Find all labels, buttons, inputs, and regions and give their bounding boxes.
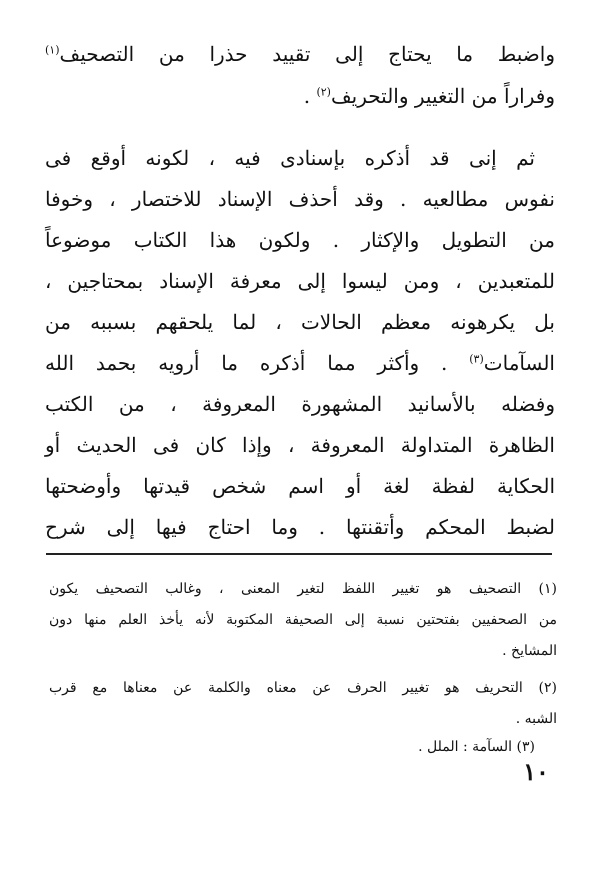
footnote-line: (٣) السآمة : الملل . (418, 739, 535, 755)
text-line (45, 76, 555, 116)
footnote-line: (٢) التحريف هو تغيير الحرف عن معناه والكلمة عن معناها مع قرب (49, 680, 557, 696)
text-line (45, 425, 555, 465)
line-text: وفراراً من التغيير والتحريف (330, 84, 555, 108)
line-text: للمتعبدين ، ومن ليسوا إلى معرفة الإسناد بمحتاجين ، (45, 269, 555, 293)
line-text: لضبط المحكم وأتقنتها . وما احتاج فيها إلى شرح (45, 515, 555, 539)
text-line (45, 302, 555, 342)
text-line (45, 466, 555, 506)
text-line (45, 507, 555, 547)
text-line (45, 261, 555, 301)
footnote-marker: (١) (45, 43, 60, 57)
footnote-line: المشايخ . (502, 643, 557, 659)
line-text: . (303, 84, 317, 108)
text-line (45, 384, 555, 424)
line-text: نفوس مطالعيه . وقد أحذف الإسناد للاختصار ، وخوفا (45, 187, 555, 211)
line-text: من التطويل والإكثار . ولكون هذا الكتاب موضوعاً (45, 228, 555, 252)
text-line (45, 138, 535, 178)
footnote-marker: (٢) (316, 85, 331, 99)
footnote-line: (١) التصحيف هو تغيير اللفظ لتغير المعنى ، وغالب التصحيف يكون (49, 581, 557, 597)
line-text: السآمات (483, 351, 555, 375)
line-text: بل يكرهونه معظم الحالات ، لما يلحقهم بسببه من (45, 310, 555, 334)
line-text: . وأكثر مما أذكره ما أرويه بحمد الله (45, 351, 470, 375)
line-text: الحكاية لفظة لغة أو اسم شخص قيدتها وأوضحتها (45, 474, 555, 498)
line-text: واضبط ما يحتاج إلى تقييد حذرا من التصحيف (59, 42, 555, 66)
page-number: ١٠ (523, 757, 549, 786)
line-text: الظاهرة المتداولة المعروفة ، وإذا كان فى الحديث أو (45, 433, 555, 457)
footnote-line: الشبه . (515, 711, 557, 727)
footnote-divider (46, 553, 552, 555)
text-line (45, 179, 555, 219)
text-line (45, 343, 555, 383)
footnote-marker: (٣) (469, 352, 484, 366)
text-line (45, 34, 555, 74)
text-line (45, 220, 555, 260)
line-text: وفضله بالأسانيد المشهورة المعروفة ، من الكتب (45, 392, 555, 416)
footnote-line: من الصحفيين بفتحتين نسبة إلى الصحيفة المكتوبة لأنه يأخذ العلم منها دون (49, 612, 557, 628)
line-text: ثم إنى قد أذكره بإسنادى فيه ، لكونه أوقع فى (45, 146, 535, 170)
